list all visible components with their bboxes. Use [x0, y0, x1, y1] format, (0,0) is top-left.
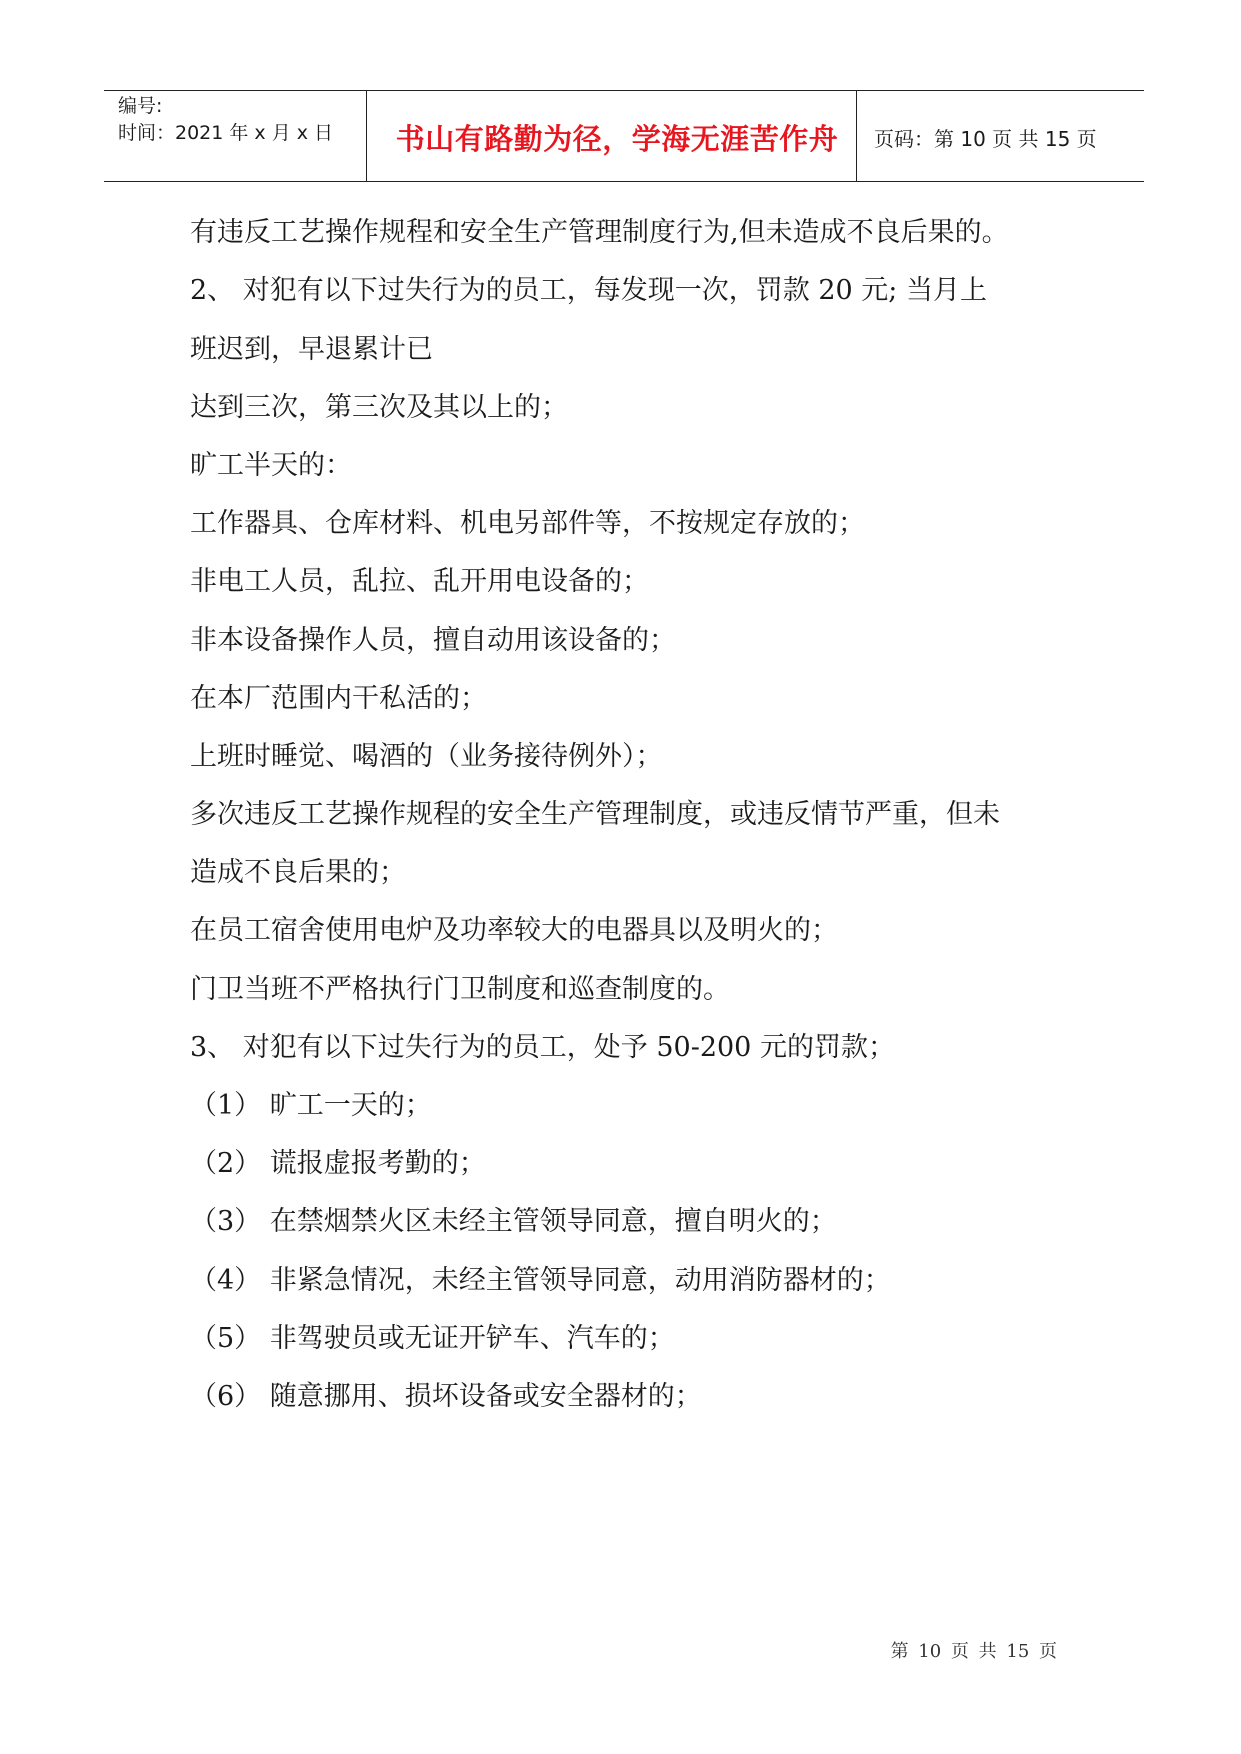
body-line-14: 门卫当班不严格执行门卫制度和巡查制度的。 — [190, 974, 730, 1005]
header-meta — [118, 93, 333, 147]
body-line-18: （3） 在禁烟禁火区未经主管领导同意，擅自明火的； — [190, 1206, 837, 1237]
body-line-13: 在员工宿舍使用电炉及功率较大的电器具以及明火的； — [190, 915, 838, 946]
body-line-5: 旷工半天的： — [190, 450, 352, 481]
body-line-19: （4） 非紧急情况，未经主管领导同意，动用消防器材的； — [190, 1265, 891, 1296]
body-line-2: 2、 对犯有以下过失行为的员工，每发现一次，罚款 20 元; 当月上 — [190, 275, 987, 306]
document-time-label: 时间：2021 年 x 月 x 日 — [118, 122, 334, 144]
body-line-7: 非电工人员，乱拉、乱开用电设备的； — [190, 566, 649, 597]
header-motto: 书山有路勤为径，学海无涯苦作舟 — [395, 121, 839, 156]
body-line-17: （2） 谎报虚报考勤的； — [190, 1148, 486, 1179]
body-line-16: （1） 旷工一天的； — [190, 1090, 432, 1121]
page-footer: 第 10 页 共 15 页 — [890, 1641, 1057, 1662]
body-line-21: （6） 随意挪用、损坏设备或安全器材的； — [190, 1381, 702, 1412]
body-line-10: 上班时睡觉、喝酒的（业务接待例外）； — [190, 741, 663, 772]
header-page-info: 页码：第 10 页 共 15 页 — [874, 126, 1097, 151]
body-line-3: 班迟到，早退累计已 — [190, 334, 433, 365]
body-line-6: 工作器具、仓库材料、机电另部件等，不按规定存放的； — [190, 508, 865, 539]
body-line-12: 造成不良后果的； — [190, 857, 406, 888]
body-line-8: 非本设备操作人员，擅自动用该设备的； — [190, 625, 676, 656]
body-line-9: 在本厂范围内干私活的； — [190, 683, 487, 714]
page-header — [104, 90, 1144, 182]
body-line-1: 有违反工艺操作规程和安全生产管理制度行为,但未造成不良后果的。 — [190, 217, 1009, 248]
document-number-label: 编号: — [118, 95, 163, 117]
body-line-15: 3、 对犯有以下过失行为的员工，处予 50-200 元的罚款； — [190, 1032, 895, 1063]
body-line-11: 多次违反工艺操作规程的安全生产管理制度，或违反情节严重，但未 — [190, 799, 1000, 830]
body-line-4: 达到三次，第三次及其以上的； — [190, 392, 568, 423]
body-line-20: （5） 非驾驶员或无证开铲车、汽车的； — [190, 1323, 675, 1354]
header-divider-left — [366, 91, 367, 181]
